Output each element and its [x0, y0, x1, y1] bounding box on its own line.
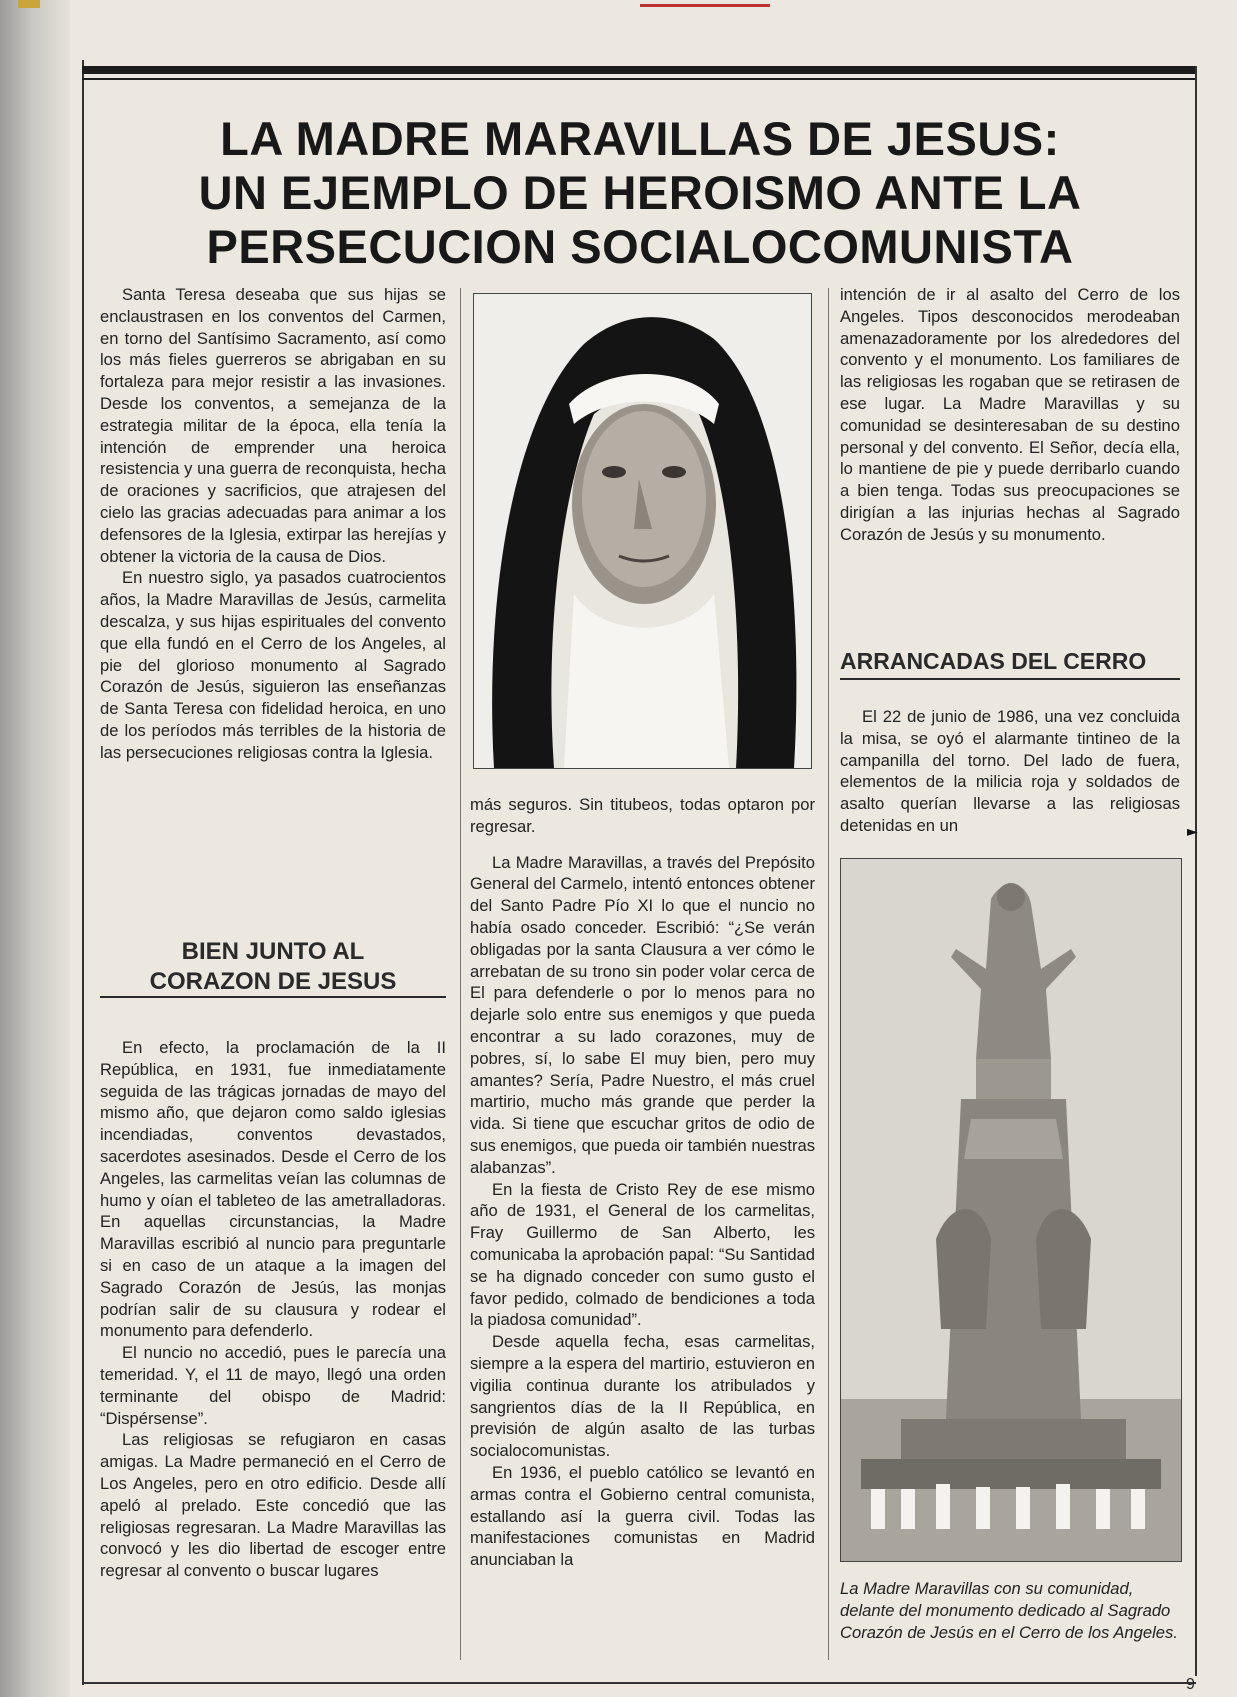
heading-line: CORAZON DE JESUS	[149, 968, 397, 995]
column-divider	[828, 288, 829, 1660]
right-rule	[1195, 66, 1197, 1676]
paragraph: Desde aquella fecha, esas carmelitas, siempre a la espera del martirio, estuvieron en vigilia continua durante los atribulados y sangrientos días de la II República, en previsión de algún asalto de las turbas socialocomunistas.	[470, 1332, 815, 1461]
paragraph: La Madre Maravillas, a través del Prepósito General del Carmelo, intentó entonces obtener del Santo Padre Pío XI lo que el nuncio no había osado conceder. Escribió: “¿Se verán obligadas por la santa Clausura a ver cómo le arrebatan de su trono sin poder volar cerca de El para defenderle o por lo menos para no dejarle solo entre sus enemigos y que pueda encontrar a su lado corazones, muy de pobres, sí, lo sabe El muy bien, pero muy amantes? Sería, Padre Nuestro, el más cruel martirio, mucho más grande que perder la vida. Si tiene que escuchar gritos de odio de sus enemigos, que pueda oir también nuestras alabanzas”.	[470, 852, 815, 1177]
title-line-2: UN EJEMPLO DE HEROISMO ANTE LA	[198, 166, 1082, 219]
column-3-body	[840, 706, 1180, 837]
paragraph: más seguros. Sin titubeos, todas optaron por regresar.	[470, 795, 815, 836]
heading-underline	[840, 678, 1180, 680]
paragraph: El 22 de junio de 1986, una vez concluida la misa, se oyó el alarmante tintineo de la campanilla del torno. Del lado de fuera, elementos de la milicia roja y soldados de asalto querían llevarse a las religiosas detenidas en un	[840, 707, 1180, 835]
article-title	[110, 112, 1170, 274]
title-line-3: PERSECUCION SOCIALOCOMUNISTA	[206, 220, 1074, 273]
section-heading-1	[100, 937, 446, 997]
heading-underline	[100, 996, 446, 998]
red-mark	[640, 4, 770, 7]
paragraph: En la fiesta de Cristo Rey de ese mismo año de 1931, el General de los carmelitas, Fray Guillermo de San Alberto, les comunicaba la aprobación papal: “Su Santidad se ha dignado conceder con sumo gusto el favor pedido, colmado de bendiciones a toda la piadosa comunidad”.	[470, 1179, 815, 1330]
section-heading-2: ARRANCADAS DEL CERRO	[840, 648, 1147, 674]
top-rule-thick	[82, 66, 1196, 74]
column-divider	[460, 288, 461, 1660]
bottom-rule	[82, 1682, 1196, 1684]
continue-arrow-icon: ►	[1187, 824, 1198, 840]
column-1-body	[100, 1037, 446, 1582]
paragraph: Las religiosas se refugiaron en casas amigas. La Madre permaneció en el Cerro de Los Angeles, pero en otro edificio. Desde allí apeló al prelado. Este concedió que las religiosas regresaran. La Madre Maravillas las convocó y les dio libertad de escoger entre regresar al convento o buscar lugares	[100, 1430, 446, 1581]
paragraph: Santa Teresa deseaba que sus hijas se enclaustrasen en los conventos del Carmen, en torno del Santísimo Sacramento, así como los más fieles guerreros se abrigaban en su fortaleza para mejor resistir a las invasiones. Desde los conventos, a semejanza de la estrategia militar de la época, ella tenía la intención de emprender una heroica resistencia y una guerra de reconquista, hecha de oraciones y sacrificios, que atrajesen del cielo las gracias adecuadas para animar a los defensores de la Iglesia, extirpar las herejías y obtener la victoria de la causa de Dios.	[100, 285, 446, 566]
title-line-1: LA MADRE MARAVILLAS DE JESUS:	[220, 112, 1060, 165]
column-2	[470, 794, 815, 1571]
column-1-intro	[100, 284, 446, 764]
nun-portrait-photo	[473, 293, 812, 769]
paragraph: intención de ir al asalto del Cerro de los Angeles. Tipos desconocidos merodeaban amenazadoramente por los alrededores del convento y el monumento. Los familiares de las religiosas les rogaban que se retirasen de ese lugar. La Madre Maravillas y su comunidad se desinteresaban de su destino personal y del convento. El Señor, decía ella, lo mantiene de pie y puede derribarlo cuando a bien tenga. Todas sus preocupaciones se dirigían a las injurias hechas al Sagrado Corazón de Jesús y su monumento.	[840, 285, 1180, 544]
monument-photo	[840, 858, 1182, 1562]
page-number: 9	[1186, 1676, 1195, 1693]
corner-mark	[18, 0, 40, 8]
photo-caption: La Madre Maravillas con su comunidad, delante del monumento dedicado al Sagrado Corazón de Jesús en el Cerro de los Angeles.	[840, 1579, 1178, 1642]
sacred-heart-monument-icon	[841, 859, 1181, 1561]
paragraph: En nuestro siglo, ya pasados cuatrocientos años, la Madre Maravillas de Jesús, carmelita descalza, y sus hijas espirituales del convento que ella fundó en el Cerro de los Angeles, al pie del glorioso monumento al Sagrado Corazón de Jesús, siguieron las enseñanzas de Santa Teresa con fidelidad heroica, en uno de los períodos más terribles de la historia de las persecuciones religiosas contra la Iglesia.	[100, 568, 446, 762]
top-rule-thin	[82, 78, 1196, 80]
heading-line: BIEN JUNTO AL	[181, 938, 365, 965]
paragraph: En efecto, la proclamación de la II República, en 1931, fue inmediatamente seguida de las trágicas jornadas de mayo del mismo año, que dejaron como saldo iglesias incendiadas, conventos devastados, sacerdotes asesinados. Desde el Cerro de los Angeles, las carmelitas veían las columnas de humo y oían el tableteo de las ametralladoras. En aquellas circunstancias, la Madre Maravillas escribió al nuncio para preguntarle si en caso de un ataque a la imagen del Sagrado Corazón de Jesús, las monjas podrían salir de su clausura y rodear el monumento para defenderlo.	[100, 1038, 446, 1341]
nun-portrait-icon	[474, 294, 811, 768]
paragraph: En 1936, el pueblo católico se levantó en armas contra el Gobierno central comunista, estallando así la guerra civil. Todas las manifestaciones comunistas en Madrid anunciaban la	[470, 1462, 815, 1570]
page-binding-shadow	[0, 0, 70, 1697]
paragraph: El nuncio no accedió, pues le parecía una temeridad. Y, el 11 de mayo, llegó una orden terminante del obispo de Madrid: “Dispérsense”.	[100, 1343, 446, 1428]
column-3-top	[840, 284, 1180, 546]
